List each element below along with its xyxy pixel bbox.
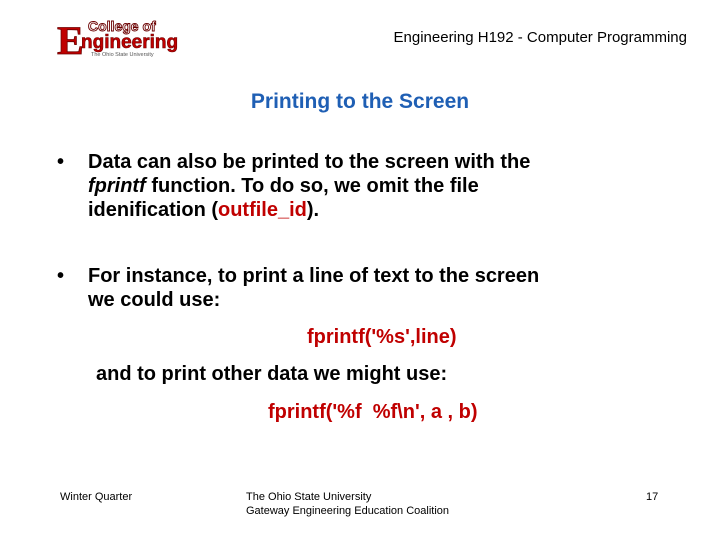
bullet-2-line-1: For instance, to print a line of text to the screen (88, 265, 540, 287)
page-number: 17 (646, 491, 659, 503)
svg-text:E: E (57, 18, 84, 58)
bullet-1-line-1: Data can also be printed to the screen with the (88, 151, 531, 173)
bullet-1-line-2: function. To do so, we omit the file (145, 175, 479, 197)
svg-text:ngineering: ngineering (81, 32, 179, 53)
svg-text:College of: College of (88, 18, 156, 34)
outfile-id-term: outfile_id (218, 199, 307, 221)
code-example-2: fprintf('%f %f\n', a , b) (268, 401, 478, 423)
fprintf-term: fprintf (88, 175, 146, 197)
bullet-dot: • (57, 151, 65, 173)
bullet-2 (57, 264, 657, 312)
footer-university-line-1: The Ohio State University (246, 491, 372, 503)
bullet-2-line-2: we could use: (88, 289, 221, 311)
bullet-1 (57, 150, 657, 222)
bullet-dot: • (57, 265, 65, 287)
bullet-1-line-3-end: ). (306, 199, 320, 221)
bullet-1-line-3: idenification ( (88, 199, 218, 221)
footer-quarter: Winter Quarter (60, 491, 133, 503)
slide-title: Printing to the Screen (250, 90, 470, 113)
code-example-1: fprintf('%s',line) (307, 326, 457, 348)
college-of-engineering-logo (55, 14, 205, 58)
svg-text:The Ohio State University: The Ohio State University (91, 52, 154, 58)
course-header: Engineering H192 - Computer Programming (393, 29, 687, 46)
footer-university (246, 490, 449, 518)
footer-university-line-2: Gateway Engineering Education Coalition (246, 505, 450, 517)
middle-text: and to print other data we might use: (96, 363, 448, 385)
